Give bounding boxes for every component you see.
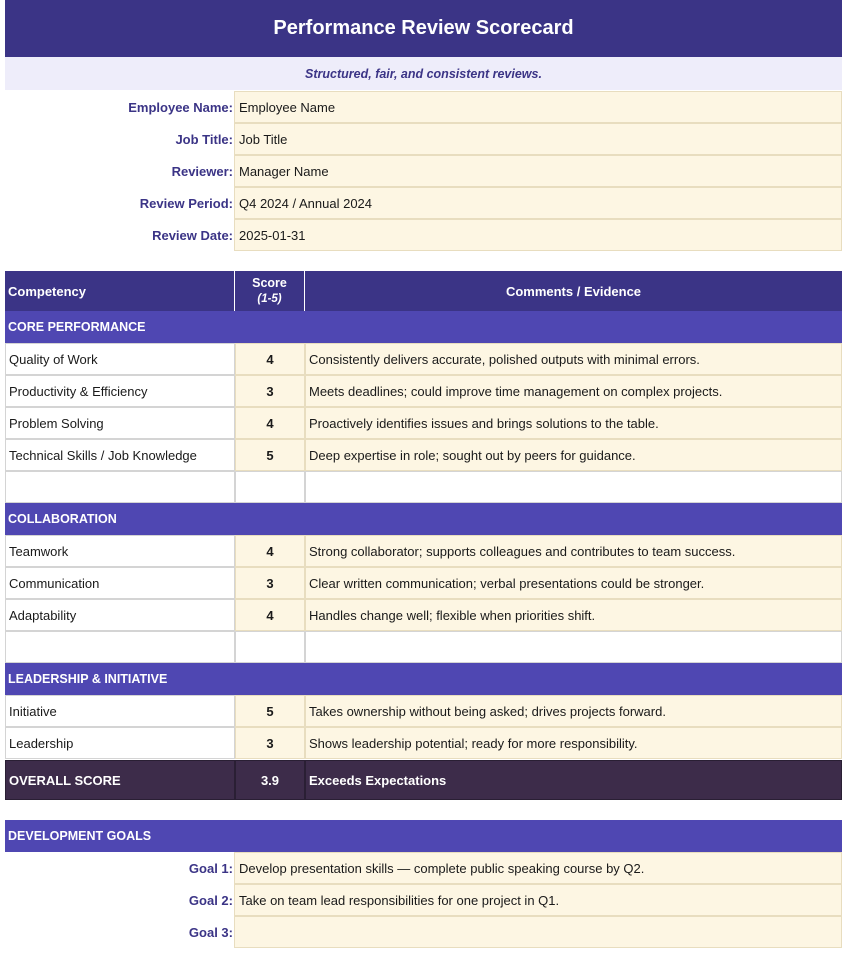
score-cell[interactable]: 4 (235, 407, 305, 439)
score-cell[interactable]: 3 (235, 727, 305, 759)
page-title: Performance Review Scorecard (5, 0, 842, 57)
empty-score-cell[interactable] (235, 631, 305, 663)
goal-1-label: Goal 1: (188, 860, 233, 876)
review-date-field[interactable]: 2025-01-31 (234, 219, 842, 251)
score-cell[interactable]: 5 (235, 695, 305, 727)
overall-score-value: 3.9 (235, 760, 305, 800)
empty-comment-cell[interactable] (305, 631, 842, 663)
review-period-field[interactable]: Q4 2024 / Annual 2024 (234, 187, 842, 219)
comment-cell[interactable]: Clear written communication; verbal presentations could be stronger. (305, 567, 842, 599)
comments-column-header: Comments / Evidence (305, 271, 842, 311)
empty-score-cell[interactable] (235, 471, 305, 503)
section-leadership-initiative: LEADERSHIP & INITIATIVE (5, 663, 842, 695)
comment-cell[interactable]: Consistently delivers accurate, polished outputs with minimal errors. (305, 343, 842, 375)
comment-cell[interactable]: Handles change well; flexible when priorities shift. (305, 599, 842, 631)
overall-rating: Exceeds Expectations (305, 760, 842, 800)
competency-cell: Teamwork (5, 535, 235, 567)
score-cell[interactable]: 3 (235, 567, 305, 599)
section-core-performance: CORE PERFORMANCE (5, 311, 842, 343)
reviewer-label: Reviewer: (171, 163, 233, 179)
score-cell[interactable]: 4 (235, 343, 305, 375)
goal-1-field[interactable]: Develop presentation skills — complete public speaking course by Q2. (234, 852, 842, 884)
comment-cell[interactable]: Proactively identifies issues and brings solutions to the table. (305, 407, 842, 439)
goal-2-field[interactable]: Take on team lead responsibilities for one project in Q1. (234, 884, 842, 916)
section-development-goals: DEVELOPMENT GOALS (5, 820, 842, 852)
score-cell[interactable]: 4 (235, 535, 305, 567)
goal-2-label: Goal 2: (188, 892, 233, 908)
score-cell[interactable]: 5 (235, 439, 305, 471)
competency-cell: Technical Skills / Job Knowledge (5, 439, 235, 471)
competency-column-header: Competency (5, 271, 235, 311)
comment-cell[interactable]: Strong collaborator; supports colleagues and contributes to team success. (305, 535, 842, 567)
comment-cell[interactable]: Deep expertise in role; sought out by peers for guidance. (305, 439, 842, 471)
page-subtitle: Structured, fair, and consistent reviews. (5, 57, 842, 90)
job-title-label: Job Title: (175, 131, 233, 147)
competency-cell: Quality of Work (5, 343, 235, 375)
score-header-range: (1-5) (257, 292, 282, 305)
score-cell[interactable]: 3 (235, 375, 305, 407)
competency-cell: Communication (5, 567, 235, 599)
comment-cell[interactable]: Takes ownership without being asked; drives projects forward. (305, 695, 842, 727)
competency-cell: Adaptability (5, 599, 235, 631)
empty-competency-cell[interactable] (5, 471, 235, 503)
comment-cell[interactable]: Meets deadlines; could improve time management on complex projects. (305, 375, 842, 407)
reviewer-field[interactable]: Manager Name (234, 155, 842, 187)
competency-cell: Productivity & Efficiency (5, 375, 235, 407)
empty-competency-cell[interactable] (5, 631, 235, 663)
overall-score-label: OVERALL SCORE (5, 760, 235, 800)
score-cell[interactable]: 4 (235, 599, 305, 631)
comment-cell[interactable]: Shows leadership potential; ready for more responsibility. (305, 727, 842, 759)
goal-3-label: Goal 3: (188, 924, 233, 940)
employee-name-label: Employee Name: (128, 99, 233, 115)
job-title-field[interactable]: Job Title (234, 123, 842, 155)
competency-cell: Problem Solving (5, 407, 235, 439)
score-column-header (235, 271, 305, 311)
review-date-label: Review Date: (152, 227, 233, 243)
employee-name-field[interactable]: Employee Name (234, 91, 842, 123)
review-period-label: Review Period: (139, 195, 233, 211)
empty-comment-cell[interactable] (305, 471, 842, 503)
goal-3-field[interactable] (234, 916, 842, 948)
competency-cell: Initiative (5, 695, 235, 727)
competency-cell: Leadership (5, 727, 235, 759)
section-collaboration: COLLABORATION (5, 503, 842, 535)
score-header-label: Score (252, 276, 287, 290)
